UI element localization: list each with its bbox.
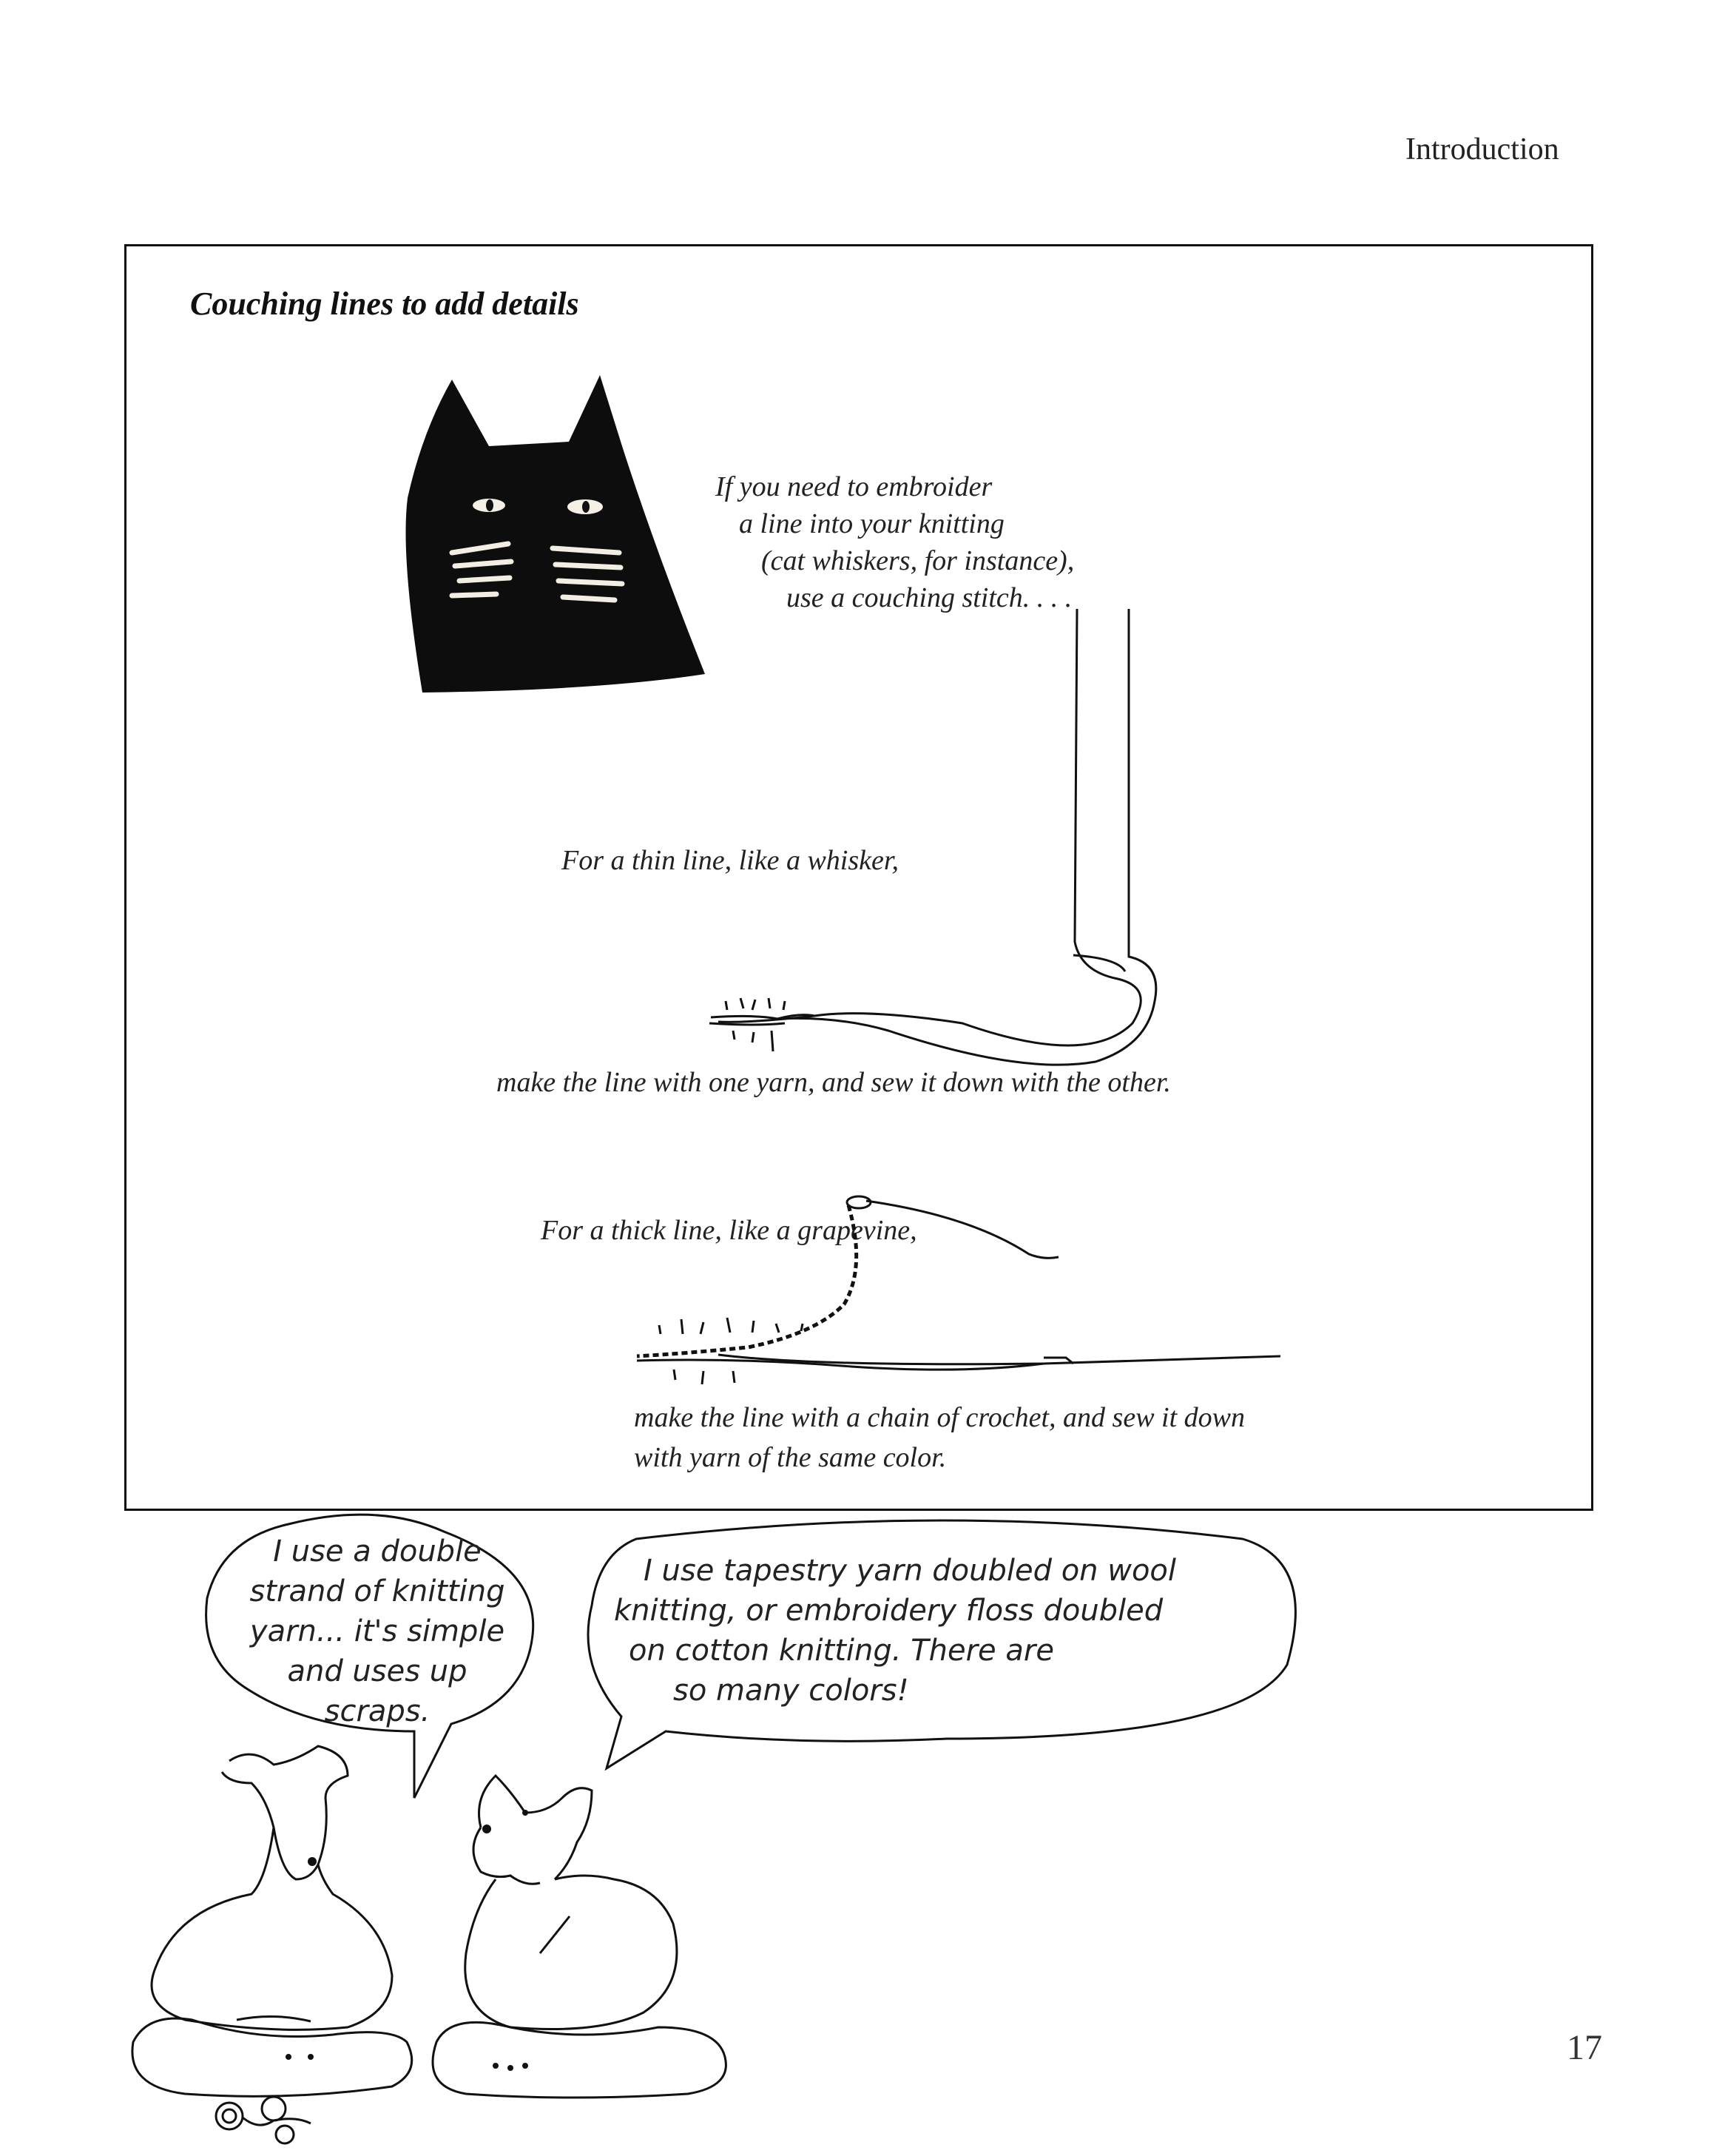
thick-couching-illustration: [629, 1186, 1517, 1423]
right-bubble-line: I use tapestry yarn doubled on wool: [644, 1554, 1177, 1588]
left-bubble-line: strand of knitting: [249, 1574, 505, 1608]
intro-line: a line into your knitting: [739, 508, 1005, 539]
right-bubble-text: [614, 1551, 1280, 1711]
right-bubble-line: so many colors!: [673, 1674, 909, 1708]
thick-line-result: [634, 1398, 1245, 1478]
page-number: 17: [1567, 2028, 1602, 2067]
thick-line-caption: For a thick line, like a grapevine,: [541, 1215, 917, 1246]
thin-line-result: make the line with one yarn, and sew it down with the other.: [496, 1067, 1171, 1098]
right-bubble-line: on cotton knitting. There are: [629, 1634, 1054, 1668]
running-head: Introduction: [1405, 132, 1559, 166]
left-bubble-line: yarn... it's simple: [249, 1614, 505, 1648]
intro-line: use a couching stitch. . . .: [786, 582, 1073, 613]
thick-result-line: with yarn of the same color.: [634, 1442, 947, 1473]
sidebar-box: [124, 244, 1593, 1511]
intro-line: If you need to embroider: [715, 471, 993, 502]
thin-line-caption: For a thin line, like a whisker,: [561, 845, 899, 876]
thick-result-line: make the line with a chain of crochet, and sew it down: [634, 1402, 1246, 1433]
left-bubble-line: I use a double: [273, 1535, 482, 1569]
left-bubble-line: and uses up: [287, 1654, 467, 1688]
knitting-dogs-cartoon: [126, 1731, 762, 2146]
right-bubble-line: knitting, or embroidery floss doubled: [614, 1594, 1164, 1628]
thin-couching-illustration: [644, 720, 1354, 1001]
intro-paragraph: [715, 468, 1074, 616]
intro-line: (cat whiskers, for instance),: [761, 545, 1075, 576]
box-title: Couching lines to add details: [190, 286, 579, 322]
left-bubble-line: scraps.: [324, 1694, 431, 1728]
left-bubble-text: [222, 1532, 533, 1731]
